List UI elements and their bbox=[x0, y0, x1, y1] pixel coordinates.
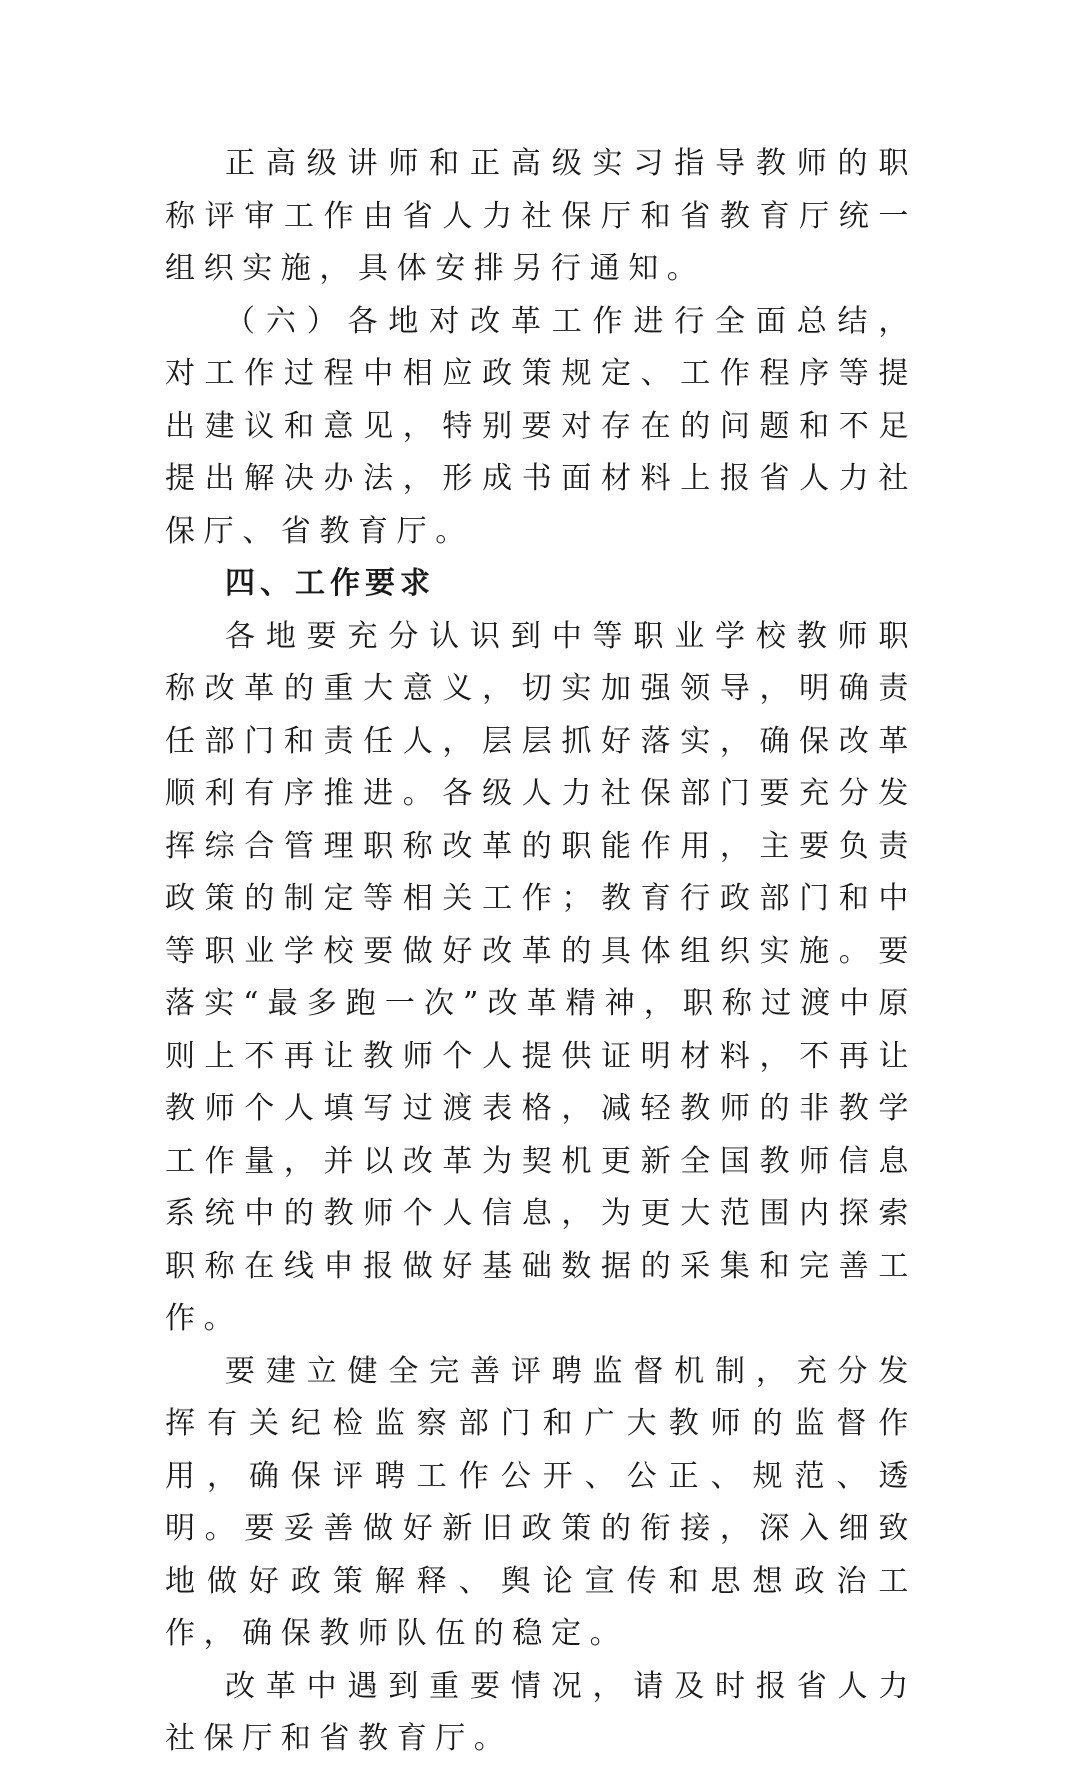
document-page bbox=[165, 138, 917, 1766]
paragraph-item-six: （六）各地对改革工作进行全面总结，对工作过程中相应政策规定、工作程序等提出建议和意见，特别要对存在的问题和不足提出解决办法，形成书面材料上报省人力社保厅、省教育厅。 bbox=[165, 303, 917, 549]
section-heading-work-requirements: 四、工作要求 bbox=[225, 566, 435, 601]
paragraph-requirements-1: 各地要充分认识到中等职业学校教师职称改革的重大意义，切实加强领导，明确责任部门和责任人，层层抓好落实，确保改革顺利有序推进。各级人力社保部门要充分发挥综合管理职称改革的职能作用，主要负责政策的制定等相关工作；教育行政部门和中等职业学校要做好改革的具体组织实施。要落实“最多跑一次”改革精神，职称过渡中原则上不再让教师个人提供证明材料，不再让教师个人填写过渡表格，减轻教师的非教学工作量，并以改革为契机更新全国教师信息系统中的教师个人信息，为更大范围内探索职称在线申报做好基础数据的采集和完善工作。 bbox=[165, 618, 917, 1336]
paragraph-requirements-2: 要建立健全完善评聘监督机制，充分发挥有关纪检监察部门和广大教师的监督作用，确保评聘工作公开、公正、规范、透明。要妥善做好新旧政策的衔接，深入细致地做好政策解释、舆论宣传和思想政治工作，确保教师队伍的稳定。 bbox=[165, 1353, 917, 1651]
paragraph-requirements-3: 改革中遇到重要情况，请及时报省人力社保厅和省教育厅。 bbox=[165, 1668, 917, 1756]
paragraph-title-review: 正高级讲师和正高级实习指导教师的职称评审工作由省人力社保厅和省教育厅统一组织实施，具体安排另行通知。 bbox=[165, 146, 917, 286]
